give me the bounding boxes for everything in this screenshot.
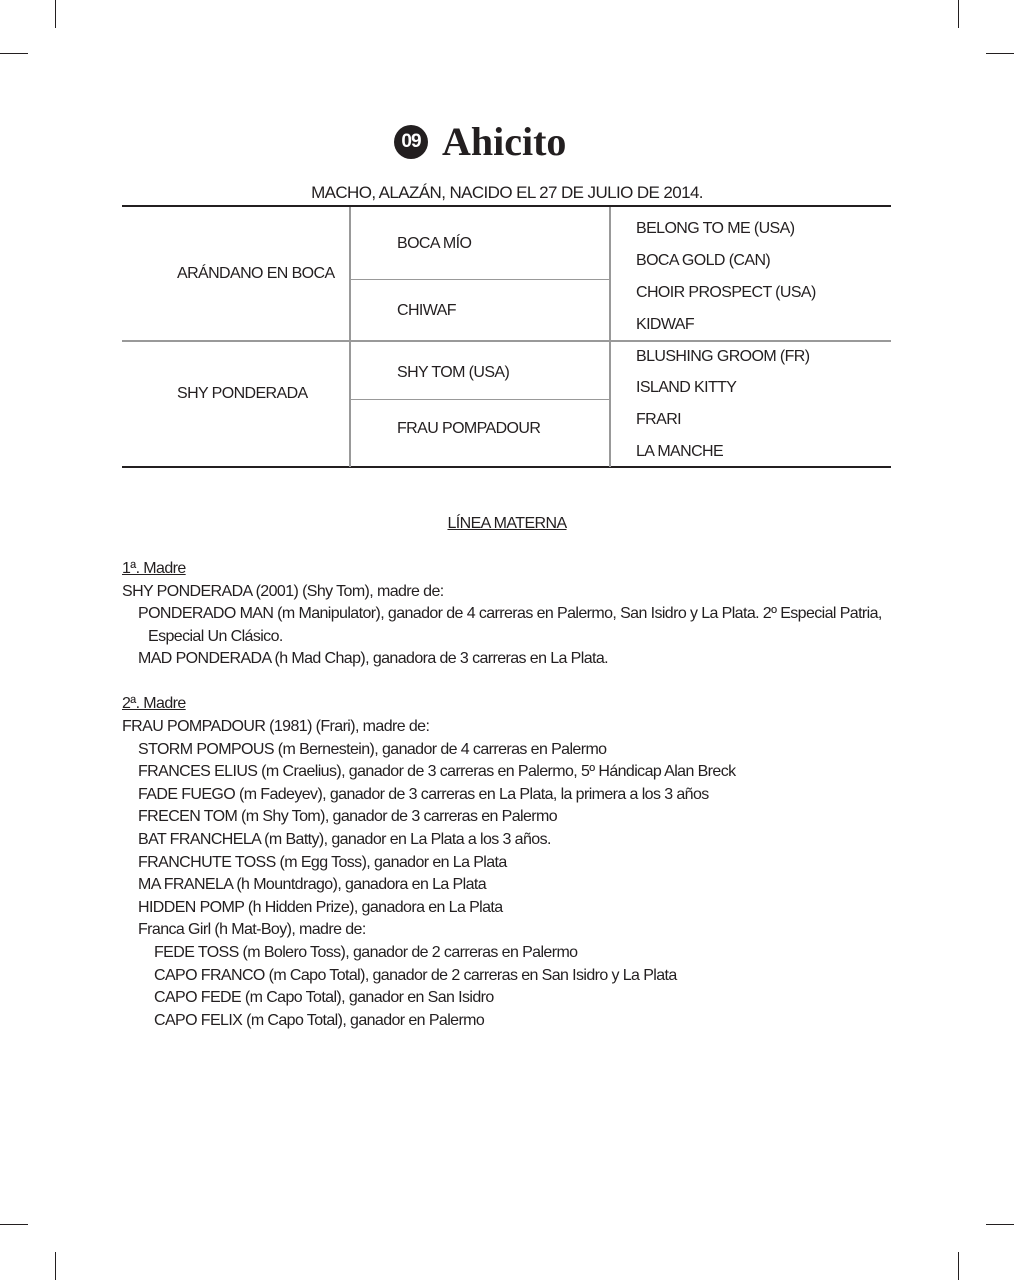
horse-description: MACHO, ALAZÁN, NACIDO EL 27 DE JULIO DE 2014. — [311, 183, 703, 202]
ancestor: FRARI — [636, 411, 682, 428]
ancestor: BLUSHING GROOM (FR) — [636, 348, 810, 365]
crop-mark — [0, 53, 28, 54]
crop-mark — [986, 1224, 1014, 1225]
crop-mark — [958, 0, 959, 28]
madre2-line: FRANCHUTE TOSS (m Egg Toss), ganador en La Plata — [138, 853, 507, 871]
madre2-line: MA FRANELA (h Mountdrago), ganadora en La Plata — [138, 876, 487, 894]
sire: ARÁNDANO EN BOCA — [177, 265, 335, 282]
madre1-line: Especial Un Clásico. — [148, 628, 283, 645]
madre2-line: FADE FUEGO (m Fadeyev), ganador de 3 carreras en La Plata, la primera a los 3 años — [138, 785, 709, 803]
madre2-line: FRAU POMPADOUR (1981) (Frari), madre de: — [122, 718, 430, 735]
madre1-line: PONDERADO MAN (m Manipulator), ganador de 4 carreras en Palermo, San Isidro y La Plata. 2º Especial Patria, — [138, 605, 882, 622]
madre2-heading: 2ª. Madre — [122, 695, 186, 712]
madre1-heading: 1ª. Madre — [122, 560, 186, 577]
sire-dam: CHIWAF — [397, 302, 456, 319]
crop-mark — [55, 1252, 56, 1280]
crop-mark — [986, 53, 1014, 54]
sire-sire: BOCA MÍO — [397, 235, 472, 252]
madre2-line: FRANCES ELIUS (m Craelius), ganador de 3 carreras en Palermo, 5º Hándicap Alan Breck — [138, 763, 736, 781]
madre2-line: FEDE TOSS (m Bolero Toss), ganador de 2 carreras en Palermo — [154, 944, 578, 961]
crop-mark — [55, 0, 56, 28]
ancestor: KIDWAF — [636, 316, 695, 333]
dam-sire: SHY TOM (USA) — [397, 364, 510, 381]
ancestor: BOCA GOLD (CAN) — [636, 252, 771, 269]
number-badge: 09 — [394, 125, 428, 159]
madre2-line: Franca Girl (h Mat-Boy), madre de: — [138, 921, 366, 939]
madre1-line: SHY PONDERADA (2001) (Shy Tom), madre de: — [122, 583, 444, 600]
madre2-line: CAPO FRANCO (m Capo Total), ganador de 2 carreras en San Isidro y La Plata — [154, 966, 677, 984]
section-title: LÍNEA MATERNA — [447, 515, 567, 532]
ancestor: BELONG TO ME (USA) — [636, 220, 795, 237]
madre2-line: STORM POMPOUS (m Bernestein), ganador de 4 carreras en Palermo — [138, 740, 607, 758]
crop-mark — [958, 1252, 959, 1280]
page-title — [394, 118, 566, 165]
crop-mark — [0, 1224, 28, 1225]
madre1-line: MAD PONDERADA (h Mad Chap), ganadora de 3 carreras en La Plata. — [138, 650, 608, 667]
madre2-line: FRECEN TOM (m Shy Tom), ganador de 3 carreras en Palermo — [138, 808, 558, 826]
ancestor: CHOIR PROSPECT (USA) — [636, 284, 816, 301]
madre2-line: CAPO FELIX (m Capo Total), ganador en Palermo — [154, 1011, 485, 1029]
madre2-line: BAT FRANCHELA (m Batty), ganador en La Plata a los 3 años. — [138, 831, 551, 848]
madre2-line: HIDDEN POMP (h Hidden Prize), ganadora en La Plata — [138, 898, 503, 916]
dam-dam: FRAU POMPADOUR — [397, 420, 541, 437]
ancestor: ISLAND KITTY — [636, 379, 737, 396]
dam: SHY PONDERADA — [177, 385, 308, 402]
ancestor: LA MANCHE — [636, 443, 724, 460]
madre2-line: CAPO FEDE (m Capo Total), ganador en San Isidro — [154, 989, 494, 1007]
horse-name: Ahicito — [442, 119, 567, 164]
